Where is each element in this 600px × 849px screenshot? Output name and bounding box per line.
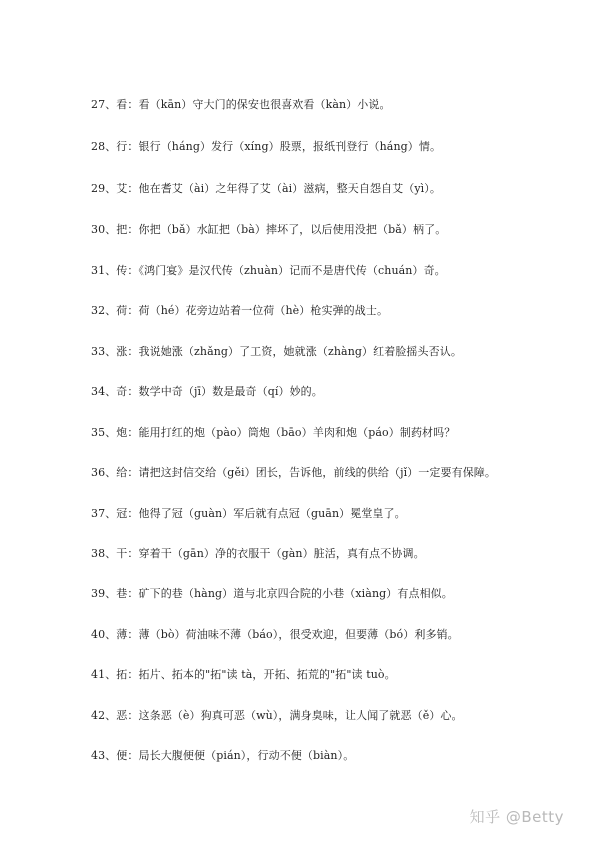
- entry-34: 34、奇：数学中奇（jī）数是最奇（qí）妙的。: [91, 385, 323, 398]
- entry-30: 30、把：你把（bǎ）水缸把（bà）摔坏了，以后使用没把（bǎ）柄了。: [91, 223, 447, 236]
- entry-41: 41、拓：拓片、拓本的"拓"读 tà，开拓、拓荒的"拓"读 tuò。: [91, 668, 396, 681]
- entry-32: 32、荷：荷（hé）花旁边站着一位荷（hè）枪实弹的战士。: [91, 304, 389, 317]
- watermark: 知乎 @Betty: [469, 808, 564, 826]
- entry-37: 37、冠：他得了冠（guàn）军后就有点冠（guān）冕堂皇了。: [91, 507, 406, 520]
- entry-38: 38、干：穿着干（gān）净的衣服干（gàn）脏活，真有点不协调。: [91, 547, 425, 560]
- entry-43: 43、便：局长大腹便便（pián），行动不便（biàn）。: [91, 749, 355, 762]
- entry-28: 28、行：银行（háng）发行（xíng）股票，报纸刊登行（háng）情。: [91, 140, 442, 153]
- entry-27: 27、看：看（kān）守大门的保安也很喜欢看（kàn）小说。: [91, 98, 391, 111]
- entry-40: 40、薄：薄（bò）荷油味不薄（báo），很受欢迎，但要薄（bó）利多销。: [91, 628, 459, 641]
- entry-29: 29、艾：他在耆艾（ài）之年得了艾（ài）滋病，整天自怨自艾（yì）。: [91, 182, 441, 195]
- entry-42: 42、恶：这条恶（è）狗真可恶（wù），满身臭味，让人闻了就恶（ě）心。: [91, 709, 463, 722]
- entry-31: 31、传：《鸿门宴》是汉代传（zhuàn）记而不是唐代传（chuán）奇。: [91, 264, 446, 277]
- entry-35: 35、炮：能用打红的炮（pào）筒炮（bāo）羊肉和炮（páo）制药材吗？: [91, 426, 456, 439]
- entry-39: 39、巷：矿下的巷（hàng）道与北京四合院的小巷（xiàng）有点相似。: [91, 587, 453, 600]
- entry-36: 36、给：请把这封信交给（gěi）团长，告诉他，前线的供给（jǐ）一定要有保障。: [91, 466, 496, 479]
- entry-33: 33、涨：我说她涨（zhǎng）了工资，她就涨（zhàng）红着脸摇头否认。: [91, 345, 462, 358]
